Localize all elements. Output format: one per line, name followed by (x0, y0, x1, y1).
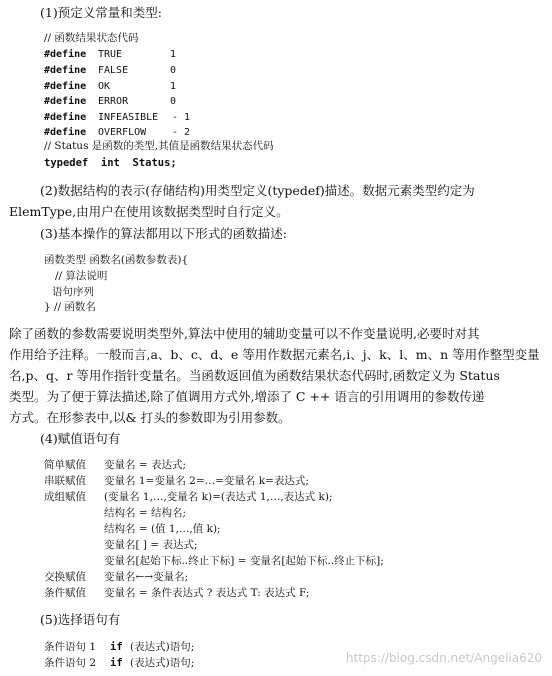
define-value: 1 (170, 81, 177, 92)
section-3-title: (3)基本操作的算法都用以下形式的函数描述: (40, 226, 287, 241)
watermark: https://blog.csdn.net/Angelia620 (345, 651, 542, 665)
func-template-footer: } // 函数名 (44, 301, 96, 313)
select-text: (表达式)语句; (130, 657, 195, 669)
section-5-title: (5)选择语句有 (40, 612, 121, 627)
define-name: OVERFLOW (98, 127, 147, 138)
func-template-body: 语句序列 (52, 286, 94, 298)
assign-label: 交换赋值 (44, 571, 86, 583)
assign-label: 条件赋值 (44, 587, 86, 599)
define-value: - 1 (172, 112, 191, 123)
define-value: 0 (170, 65, 177, 76)
define-keyword: #define (44, 49, 87, 60)
select-label: 条件语句 2 (44, 657, 97, 669)
paragraph-line: 除了函数的参数需要说明类型外,算法中使用的辅助变量可以不作变量说明,必要时对其 (9, 326, 480, 341)
paragraph-line: 方式。在形参表中,以& 打头的参数即为引用参数。 (9, 410, 291, 425)
paragraph-line: 类型。为了便于算法描述,除了值调用方式外,增添了 C ++ 语言的引用调用的参数传递 (9, 389, 485, 404)
assign-text: 变量名 1=变量名 2=…=变量名 k=表达式; (104, 475, 309, 487)
define-name: TRUE (98, 49, 123, 60)
define-keyword: #define (44, 127, 87, 138)
assign-text: 变量名[ ] = 表达式; (104, 539, 198, 551)
section-2-line-1: (2)数据结构的表示(存储结构)用类型定义(typedef)描述。数据元素类型约定为 (40, 183, 475, 198)
func-template-header: 函数类型 函数名(函数参数表){ (44, 254, 189, 266)
assign-text: 变量名 = 表达式; (104, 459, 187, 471)
section-4-title: (4)赋值语句有 (40, 431, 121, 446)
paragraph-line: 名,p、q、r 等用作指针变量名。当函数返回值为函数结果状态代码时,函数定义为 Status (9, 368, 500, 383)
define-name: OK (98, 81, 111, 92)
define-keyword: #define (44, 65, 87, 76)
section-1-title: (1)预定义常量和类型: (40, 5, 162, 20)
status-code-comment: // 函数结果状态代码 (44, 32, 139, 44)
select-keyword: if (110, 657, 123, 669)
define-name: FALSE (98, 65, 129, 76)
select-text: (表达式)语句; (130, 641, 195, 653)
define-name: ERROR (98, 96, 129, 107)
assign-text: 变量名←→变量名; (104, 571, 189, 583)
define-value: 1 (170, 49, 177, 60)
define-keyword: #define (44, 96, 87, 107)
assign-label: 成组赋值 (44, 491, 86, 503)
section-2-line-2: ElemType,由用户在使用该数据类型时自行定义。 (9, 204, 289, 219)
assign-label: 简单赋值 (44, 459, 86, 471)
paragraph-line: 作用给予注释。一般而言,a、b、c、d、e 等用作数据元素名,i、j、k、l、m、n 等用作整型变量 (9, 347, 540, 362)
select-keyword: if (110, 641, 123, 653)
assign-text: 结构名 = 结构名; (104, 507, 187, 519)
define-keyword: #define (44, 112, 87, 123)
select-label: 条件语句 1 (44, 641, 97, 653)
define-name: INFEASIBLE (98, 112, 159, 123)
define-value: - 2 (172, 127, 191, 138)
func-template-comment: // 算法说明 (55, 270, 108, 282)
define-value: 0 (170, 96, 177, 107)
status-type-comment: // Status 是函数的类型,其值是函数结果状态代码 (44, 140, 274, 152)
assign-label: 串联赋值 (44, 475, 86, 487)
define-keyword: #define (44, 81, 87, 92)
assign-text: 结构名 = (值 1,…,值 k); (104, 523, 221, 535)
typedef-line: typedef int Status; (44, 157, 177, 169)
assign-text: 变量名[起始下标..终止下标] = 变量名[起始下标..终止下标]; (104, 555, 384, 567)
assign-text: (变量名 1,…,变量名 k)=(表达式 1,…,表达式 k); (104, 491, 333, 503)
assign-text: 变量名 = 条件表达式 ? 表达式 T: 表达式 F; (104, 587, 310, 599)
